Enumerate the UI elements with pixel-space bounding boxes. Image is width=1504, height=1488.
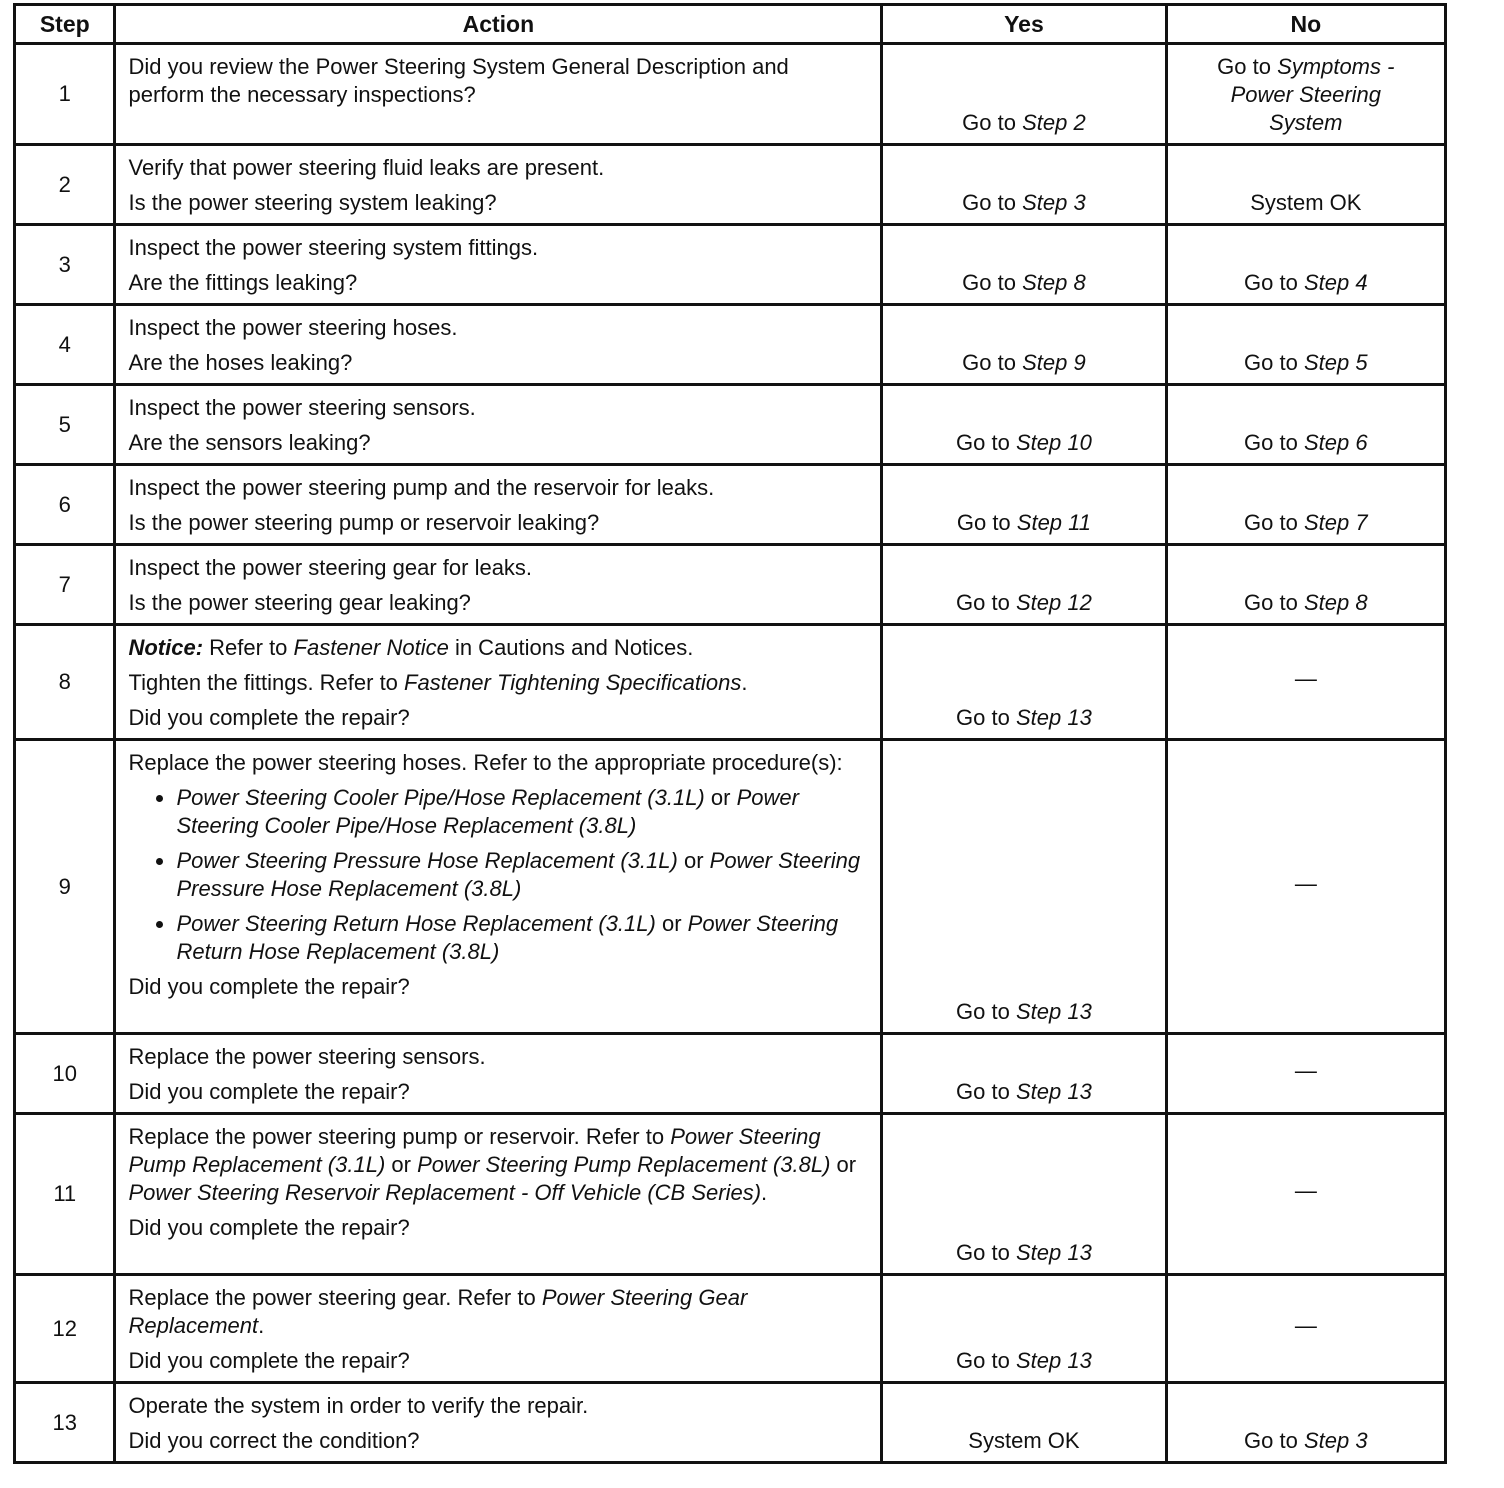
header-row xyxy=(15,5,1446,44)
action-cell xyxy=(115,465,882,545)
action-text: Inspect the power steering sensors. xyxy=(128,395,476,420)
step-link[interactable]: Step 13 xyxy=(1015,999,1092,1024)
action-cell xyxy=(115,740,882,1034)
action-cell xyxy=(115,385,882,465)
goto-prefix: Go to xyxy=(956,510,1017,535)
goto-prefix: Go to xyxy=(956,1079,1016,1104)
table-row xyxy=(15,740,1446,1034)
goto-prefix: Go to xyxy=(1244,510,1304,535)
header-yes: Yes xyxy=(882,5,1166,44)
no-cell: — xyxy=(1166,740,1445,1034)
yes-cell xyxy=(882,44,1166,145)
no-cell: — xyxy=(1166,1114,1445,1275)
no-cell xyxy=(1166,305,1445,385)
action-text: Inspect the power steering gear for leaks. xyxy=(128,555,533,580)
yes-cell xyxy=(882,225,1166,305)
yes-cell xyxy=(882,465,1166,545)
action-question: Did you complete the repair? xyxy=(128,1348,410,1373)
header-step: Step xyxy=(15,5,115,44)
action-cell xyxy=(115,1114,882,1275)
goto-prefix: Go to xyxy=(956,590,1016,615)
step-link[interactable]: Step 7 xyxy=(1303,510,1368,535)
action-question: Are the sensors leaking? xyxy=(128,430,371,455)
fastener-notice-link[interactable]: Fastener Notice xyxy=(293,635,449,660)
action-text: Replace the power steering gear. Refer to Power Steering Gear Replacement. xyxy=(128,1285,748,1338)
action-cell xyxy=(115,625,882,740)
step-link[interactable]: Step 9 xyxy=(1022,350,1086,375)
goto-prefix: Go to xyxy=(1244,350,1304,375)
step-link[interactable]: Step 4 xyxy=(1303,270,1368,295)
list-item: • Power Steering Pressure Hose Replacement (3.1L) or Power Steering Pressure Hose Replacement (3.8L) xyxy=(176,847,870,903)
procedure-link[interactable]: Power Steering Cooler Pipe/Hose Replacement (3.1L) xyxy=(176,785,705,810)
header-action: Action xyxy=(115,5,882,44)
step-link[interactable]: Step 10 xyxy=(1015,430,1092,455)
step-link[interactable]: Step 13 xyxy=(1015,705,1092,730)
step-link[interactable]: Step 13 xyxy=(1015,1240,1092,1265)
step-link[interactable]: Step 11 xyxy=(1016,510,1091,535)
procedure-link[interactable]: Power Steering Pressure Hose Replacement (3.8L) xyxy=(176,848,861,901)
table-row xyxy=(15,1383,1446,1463)
action-question: Did you complete the repair? xyxy=(128,1079,410,1104)
action-question: Are the hoses leaking? xyxy=(128,350,353,375)
step-link[interactable]: Step 13 xyxy=(1015,1348,1092,1373)
action-cell xyxy=(115,44,882,145)
table-row xyxy=(15,305,1446,385)
yes-cell xyxy=(882,305,1166,385)
step-number: 7 xyxy=(15,545,115,625)
step-number: 5 xyxy=(15,385,115,465)
action-text: Replace the power steering hoses. Refer to the appropriate procedure(s): xyxy=(128,750,843,775)
procedure-link[interactable]: Power Steering Reservoir Replacement - Off Vehicle (CB Series) xyxy=(128,1180,762,1205)
action-text: Replace the power steering sensors. xyxy=(128,1044,486,1069)
notice-label: Notice: xyxy=(128,635,204,660)
step-number: 11 xyxy=(15,1114,115,1275)
procedure-link[interactable]: Power Steering Pump Replacement (3.1L) xyxy=(128,1124,821,1177)
yes-cell xyxy=(882,545,1166,625)
yes-cell xyxy=(882,1114,1166,1275)
action-question: Is the power steering system leaking? xyxy=(128,190,497,215)
no-cell xyxy=(1166,465,1445,545)
action-cell xyxy=(115,305,882,385)
procedure-link[interactable]: Power Steering Return Hose Replacement (3.8L) xyxy=(176,911,839,964)
step-link[interactable]: Step 6 xyxy=(1303,430,1368,455)
step-number: 3 xyxy=(15,225,115,305)
procedure-link[interactable]: Power Steering Pump Replacement (3.8L) xyxy=(417,1152,831,1177)
table-row xyxy=(15,44,1446,145)
step-link[interactable]: Step 3 xyxy=(1022,190,1086,215)
no-cell: — xyxy=(1166,1275,1445,1383)
action-question: Did you complete the repair? xyxy=(128,974,410,999)
goto-prefix: Go to xyxy=(1244,270,1304,295)
goto-prefix: Go to xyxy=(956,430,1016,455)
no-cell: — xyxy=(1166,625,1445,740)
step-number: 1 xyxy=(15,44,115,145)
action-question: Did you complete the repair? xyxy=(128,1215,410,1240)
action-question: Is the power steering gear leaking? xyxy=(128,590,471,615)
goto-prefix: Go to xyxy=(1217,54,1278,79)
action-cell xyxy=(115,145,882,225)
goto-prefix: Go to xyxy=(962,350,1023,375)
table-row xyxy=(15,225,1446,305)
step-number: 12 xyxy=(15,1275,115,1383)
action-question: Did you correct the condition? xyxy=(128,1428,420,1453)
step-link[interactable]: Step 12 xyxy=(1015,590,1092,615)
yes-cell xyxy=(882,740,1166,1034)
action-cell xyxy=(115,545,882,625)
goto-prefix: Go to xyxy=(956,1240,1016,1265)
notice-text: Notice: Refer to Fastener Notice in Cautions and Notices. xyxy=(128,635,694,660)
procedure-link[interactable]: Power Steering Pressure Hose Replacement (3.1L) xyxy=(176,848,678,873)
action-question: Did you complete the repair? xyxy=(128,705,410,730)
table-row xyxy=(15,545,1446,625)
header-no: No xyxy=(1166,5,1445,44)
list-item: • Power Steering Cooler Pipe/Hose Replacement (3.1L) or Power Steering Cooler Pipe/Hose Replacement (3.8L) xyxy=(176,784,870,840)
action-text: Did you review the Power Steering System General Description and perform the necessary inspections? xyxy=(128,54,789,107)
no-cell: System OK xyxy=(1166,145,1445,225)
step-link[interactable]: Step 2 xyxy=(1022,110,1086,135)
yes-cell xyxy=(882,1034,1166,1114)
yes-cell xyxy=(882,1275,1166,1383)
procedure-link[interactable]: Power Steering Cooler Pipe/Hose Replacement (3.8L) xyxy=(176,785,799,838)
action-question: Is the power steering pump or reservoir leaking? xyxy=(128,510,600,535)
goto-prefix: Go to xyxy=(956,999,1016,1024)
tighten-text: Tighten the fittings. Refer to Fastener Tightening Specifications. xyxy=(128,670,748,695)
step-link[interactable]: Step 5 xyxy=(1303,350,1368,375)
step-link[interactable]: Step 13 xyxy=(1015,1079,1092,1104)
step-number: 2 xyxy=(15,145,115,225)
step-number: 8 xyxy=(15,625,115,740)
step-number: 4 xyxy=(15,305,115,385)
procedure-list xyxy=(128,784,870,966)
table-row xyxy=(15,385,1446,465)
goto-prefix: Go to xyxy=(1244,430,1304,455)
goto-prefix: Go to xyxy=(956,705,1016,730)
action-cell xyxy=(115,1034,882,1114)
yes-cell xyxy=(882,385,1166,465)
procedure-link[interactable]: Power Steering Gear Replacement xyxy=(128,1285,748,1338)
list-item: • Power Steering Return Hose Replacement (3.1L) or Power Steering Return Hose Replacement (3.8L) xyxy=(176,910,870,966)
action-text: Operate the system in order to verify the repair. xyxy=(128,1393,589,1418)
action-cell xyxy=(115,1275,882,1383)
goto-prefix: Go to xyxy=(962,110,1023,135)
step-number: 9 xyxy=(15,740,115,1034)
table-row xyxy=(15,465,1446,545)
goto-prefix: Go to xyxy=(1244,1428,1304,1453)
yes-cell xyxy=(882,145,1166,225)
action-cell xyxy=(115,1383,882,1463)
action-text: Inspect the power steering hoses. xyxy=(128,315,458,340)
table-row xyxy=(15,1034,1446,1114)
goto-prefix: Go to xyxy=(1244,590,1304,615)
step-number: 10 xyxy=(15,1034,115,1114)
table-row xyxy=(15,1114,1446,1275)
step-link[interactable]: Step 3 xyxy=(1303,1428,1368,1453)
goto-prefix: Go to xyxy=(962,270,1023,295)
goto-prefix: Go to xyxy=(962,190,1023,215)
action-text: Inspect the power steering system fittings. xyxy=(128,235,539,260)
no-cell xyxy=(1166,385,1445,465)
action-text: Verify that power steering fluid leaks are present. xyxy=(128,155,605,180)
table-row xyxy=(15,1275,1446,1383)
diagnostic-table xyxy=(13,3,1447,1464)
action-text: Inspect the power steering pump and the reservoir for leaks. xyxy=(128,475,715,500)
fastener-spec-link[interactable]: Fastener Tightening Specifications xyxy=(404,670,742,695)
step-number: 13 xyxy=(15,1383,115,1463)
goto-prefix: Go to xyxy=(956,1348,1016,1373)
step-number: 6 xyxy=(15,465,115,545)
no-cell: — xyxy=(1166,1034,1445,1114)
no-cell xyxy=(1166,225,1445,305)
no-cell xyxy=(1166,1383,1445,1463)
action-question: Are the fittings leaking? xyxy=(128,270,358,295)
action-cell xyxy=(115,225,882,305)
table-row xyxy=(15,145,1446,225)
step-link[interactable]: Step 8 xyxy=(1022,270,1086,295)
yes-cell: System OK xyxy=(882,1383,1166,1463)
table-row xyxy=(15,625,1446,740)
step-link[interactable]: Step 8 xyxy=(1303,590,1368,615)
no-cell xyxy=(1166,545,1445,625)
symptoms-link[interactable]: Symptoms - Power Steering System xyxy=(1230,54,1395,135)
procedure-link[interactable]: Power Steering Return Hose Replacement (3.1L) xyxy=(176,911,656,936)
action-text: Replace the power steering pump or reservoir. Refer to Power Steering Pump Replacement (3.1L) or Power Steering Pump Replacement (3.8L) or Power Steering Reservoir Replacement - Off Vehicle (CB Series). xyxy=(128,1124,857,1205)
no-cell xyxy=(1166,44,1445,145)
yes-cell xyxy=(882,625,1166,740)
